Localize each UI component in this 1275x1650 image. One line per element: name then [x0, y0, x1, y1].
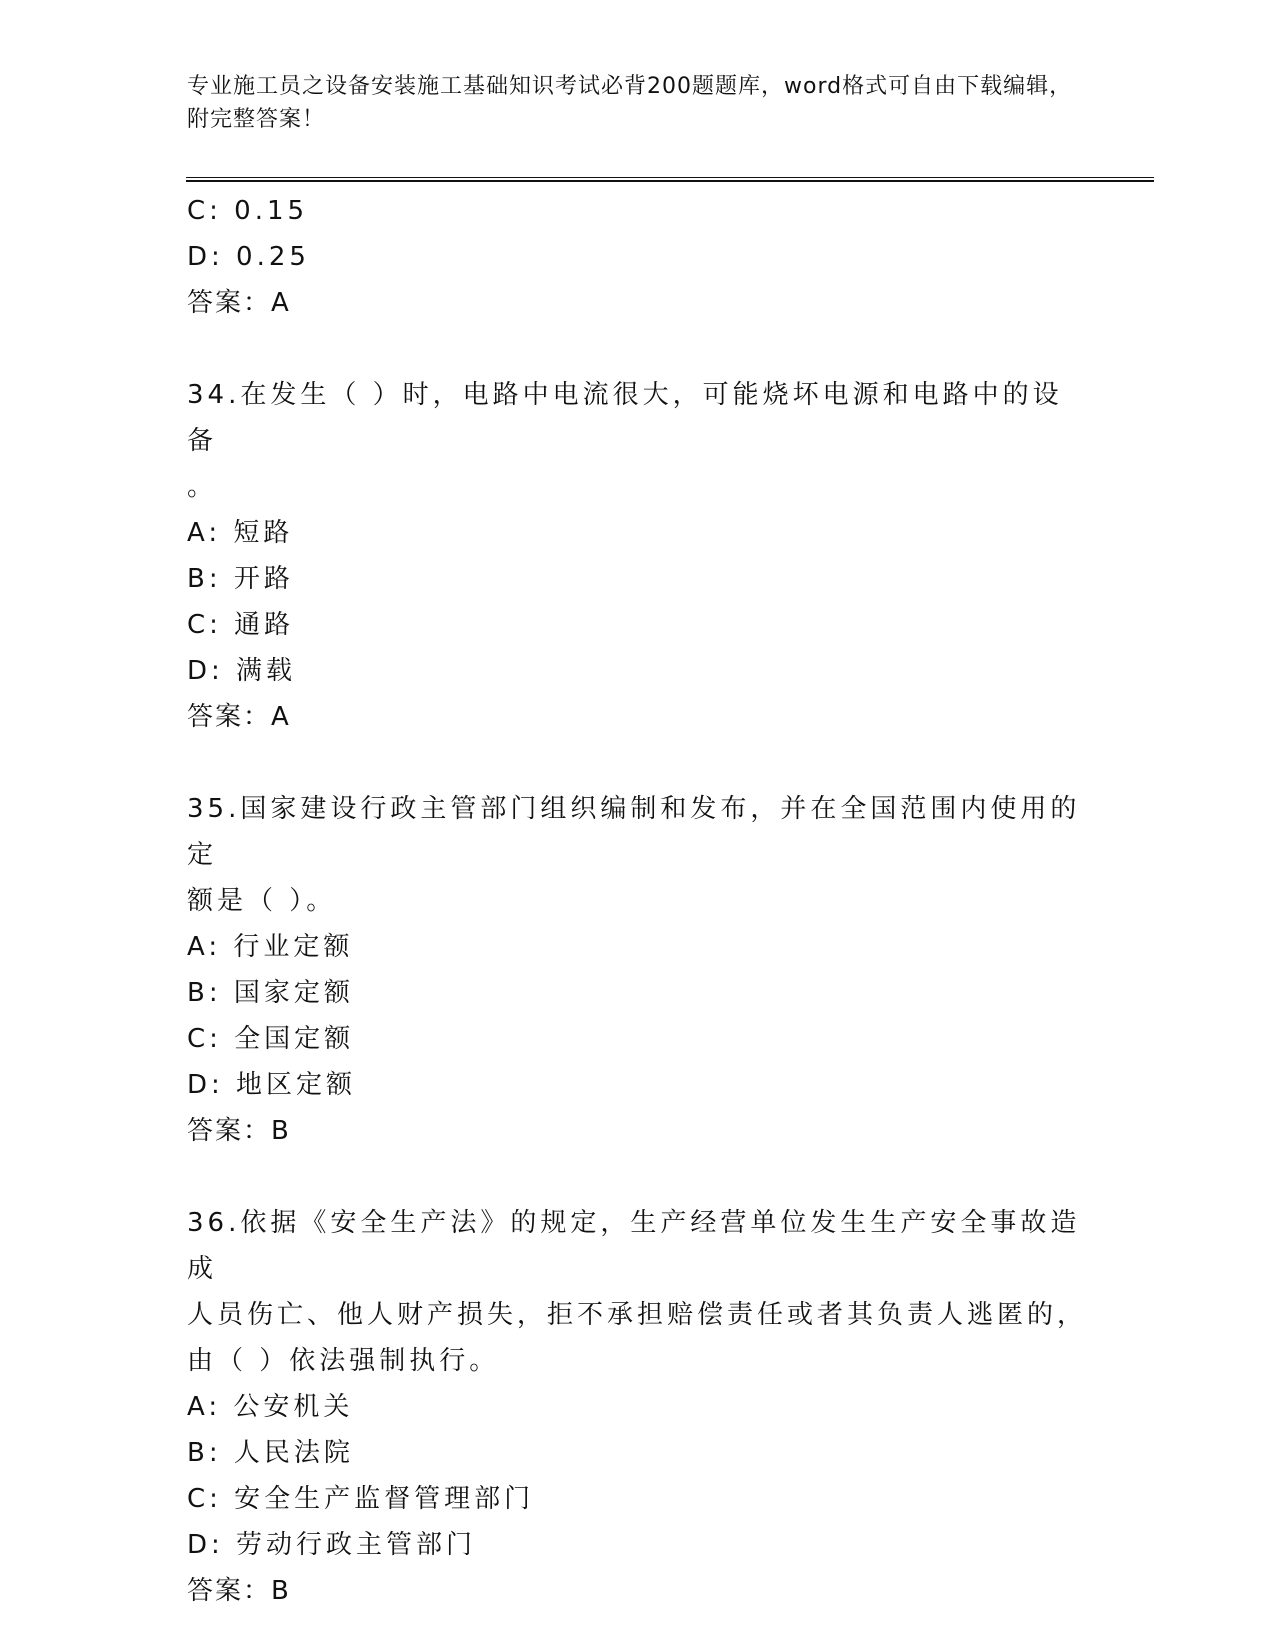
option-b: B: 人民法院 [187, 1438, 354, 1468]
question-stem: 36.依据《安全生产法》的规定，生产经营单位发生生产安全事故造成 人员伤亡、他人财产损失，拒不承担赔偿责任或者其负责人逃匿的， 由（ ）依法强制执行。 [187, 1208, 1088, 1376]
answer-line: 答案：B [187, 1576, 291, 1606]
question-stem: 34.在发生（ ）时，电路中电流很大，可能烧坏电源和电路中的设备 。 [187, 380, 1063, 502]
document-header: 专业施工员之设备安装施工基础知识考试必背200题题库，word格式可自由下载编辑，附完整答案！ [187, 74, 1073, 132]
option-c: C: 安全生产监督管理部门 [187, 1484, 535, 1514]
option-c: C: 通路 [187, 610, 295, 640]
option-c: C: 全国定额 [187, 1024, 355, 1054]
option-d: D: 0.25 [187, 242, 310, 272]
document-body [187, 188, 1087, 1614]
answer-line: 答案：A [187, 702, 291, 732]
option-b: B: 开路 [187, 564, 294, 594]
option-c: C: 0.15 [187, 196, 309, 226]
option-d: D: 劳动行政主管部门 [187, 1530, 477, 1560]
option-d: D: 满载 [187, 656, 297, 686]
question-34 [187, 372, 1087, 740]
question-35 [187, 786, 1087, 1154]
option-a: A: 公安机关 [187, 1392, 354, 1422]
question-36 [187, 1200, 1087, 1614]
carryover-question [187, 188, 1087, 326]
answer-line: 答案：B [187, 1116, 291, 1146]
question-stem: 35.国家建设行政主管部门组织编制和发布，并在全国范围内使用的定 额是（ ）。 [187, 794, 1081, 916]
option-d: D: 地区定额 [187, 1070, 357, 1100]
option-b: B: 国家定额 [187, 978, 354, 1008]
option-a: A: 行业定额 [187, 932, 354, 962]
option-a: A: 短路 [187, 518, 294, 548]
header-divider [186, 177, 1154, 182]
answer-line: 答案：A [187, 288, 291, 318]
